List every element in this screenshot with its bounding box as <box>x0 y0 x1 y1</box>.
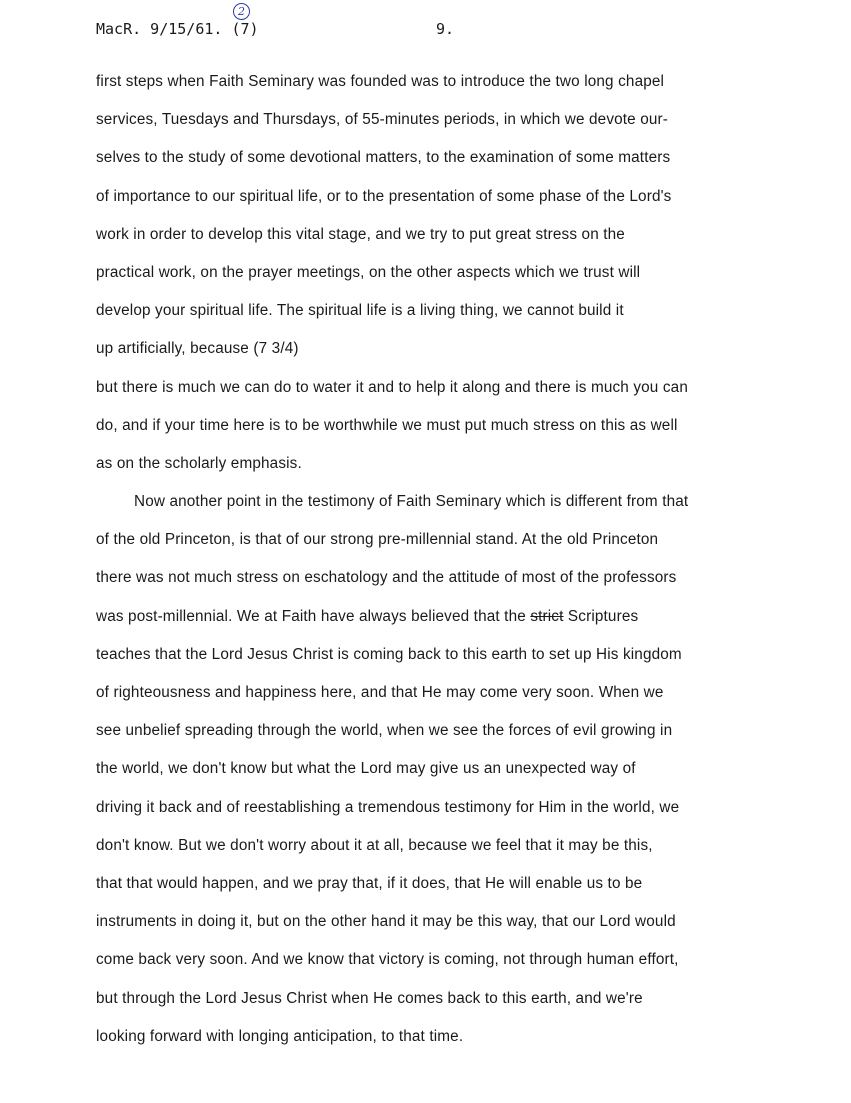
text-line: driving it back and of reestablishing a tremendous testimony for Him in the world, we <box>96 798 680 816</box>
text-line: the world, we don't know but what the Lord may give us an unexpected way of <box>96 760 636 778</box>
text-line: first steps when Faith Seminary was founded was to introduce the two long chapel <box>96 73 665 90</box>
text-line: develop your spiritual life. The spiritual life is a living thing, we cannot build it <box>96 302 624 320</box>
document-reference: MacR. 9/15/61. (7) <box>96 20 259 38</box>
body-text <box>96 68 816 1061</box>
struck-word: strict <box>530 607 564 625</box>
text-segment: Scriptures <box>567 607 639 625</box>
text-line: selves to the study of some devotional matters, to the examination of some matters <box>96 149 671 167</box>
text-line: of the old Princeton, is that of our strong pre-millennial stand. At the old Princeton <box>96 531 659 549</box>
paragraph-start-line: Now another point in the testimony of Faith Seminary which is different from that <box>134 493 689 511</box>
text-line: there was not much stress on eschatology and the attitude of most of the professors <box>96 569 677 587</box>
text-line: of righteousness and happiness here, and that He may come very soon. When we <box>96 684 664 701</box>
text-line: but there is much we can do to water it and to help it along and there is much you can <box>96 378 688 396</box>
page-number: 9. <box>436 20 455 38</box>
page-header <box>96 5 796 46</box>
text-line: practical work, on the prayer meetings, on the other aspects which we trust will <box>96 263 641 281</box>
text-line: looking forward with longing anticipation, to that time. <box>96 1027 464 1045</box>
text-line: up artificially, because (7 3/4) <box>96 340 299 358</box>
text-line: of importance to our spiritual life, or to the presentation of some phase of the Lord's <box>96 187 672 205</box>
text-line: work in order to develop this vital stage, and we try to put great stress on the <box>96 225 625 243</box>
text-line: services, Tuesdays and Thursdays, of 55-minutes periods, in which we devote our- <box>96 111 669 129</box>
text-line: see unbelief spreading through the world, when we see the forces of evil growing in <box>96 722 673 740</box>
text-line: come back very soon. And we know that victory is coming, not through human effort, <box>96 951 679 969</box>
text-line: do, and if your time here is to be worthwhile we must put much stress on this as well <box>96 416 678 434</box>
text-line: as on the scholarly emphasis. <box>96 454 302 472</box>
text-line: teaches that the Lord Jesus Christ is coming back to this earth to set up His kingdom <box>96 645 682 663</box>
text-segment: was post-millennial. We at Faith have always believed that the <box>96 607 526 625</box>
handwritten-annotation: 2 <box>233 3 250 20</box>
text-line: that that would happen, and we pray that, if it does, that He will enable us to be <box>96 874 643 892</box>
text-line <box>96 603 816 641</box>
text-line: don't know. But we don't worry about it at all, because we feel that it may be this, <box>96 836 653 854</box>
text-line: instruments in doing it, but on the other hand it may be this way, that our Lord would <box>96 913 676 931</box>
text-line: but through the Lord Jesus Christ when He comes back to this earth, and we're <box>96 989 643 1007</box>
